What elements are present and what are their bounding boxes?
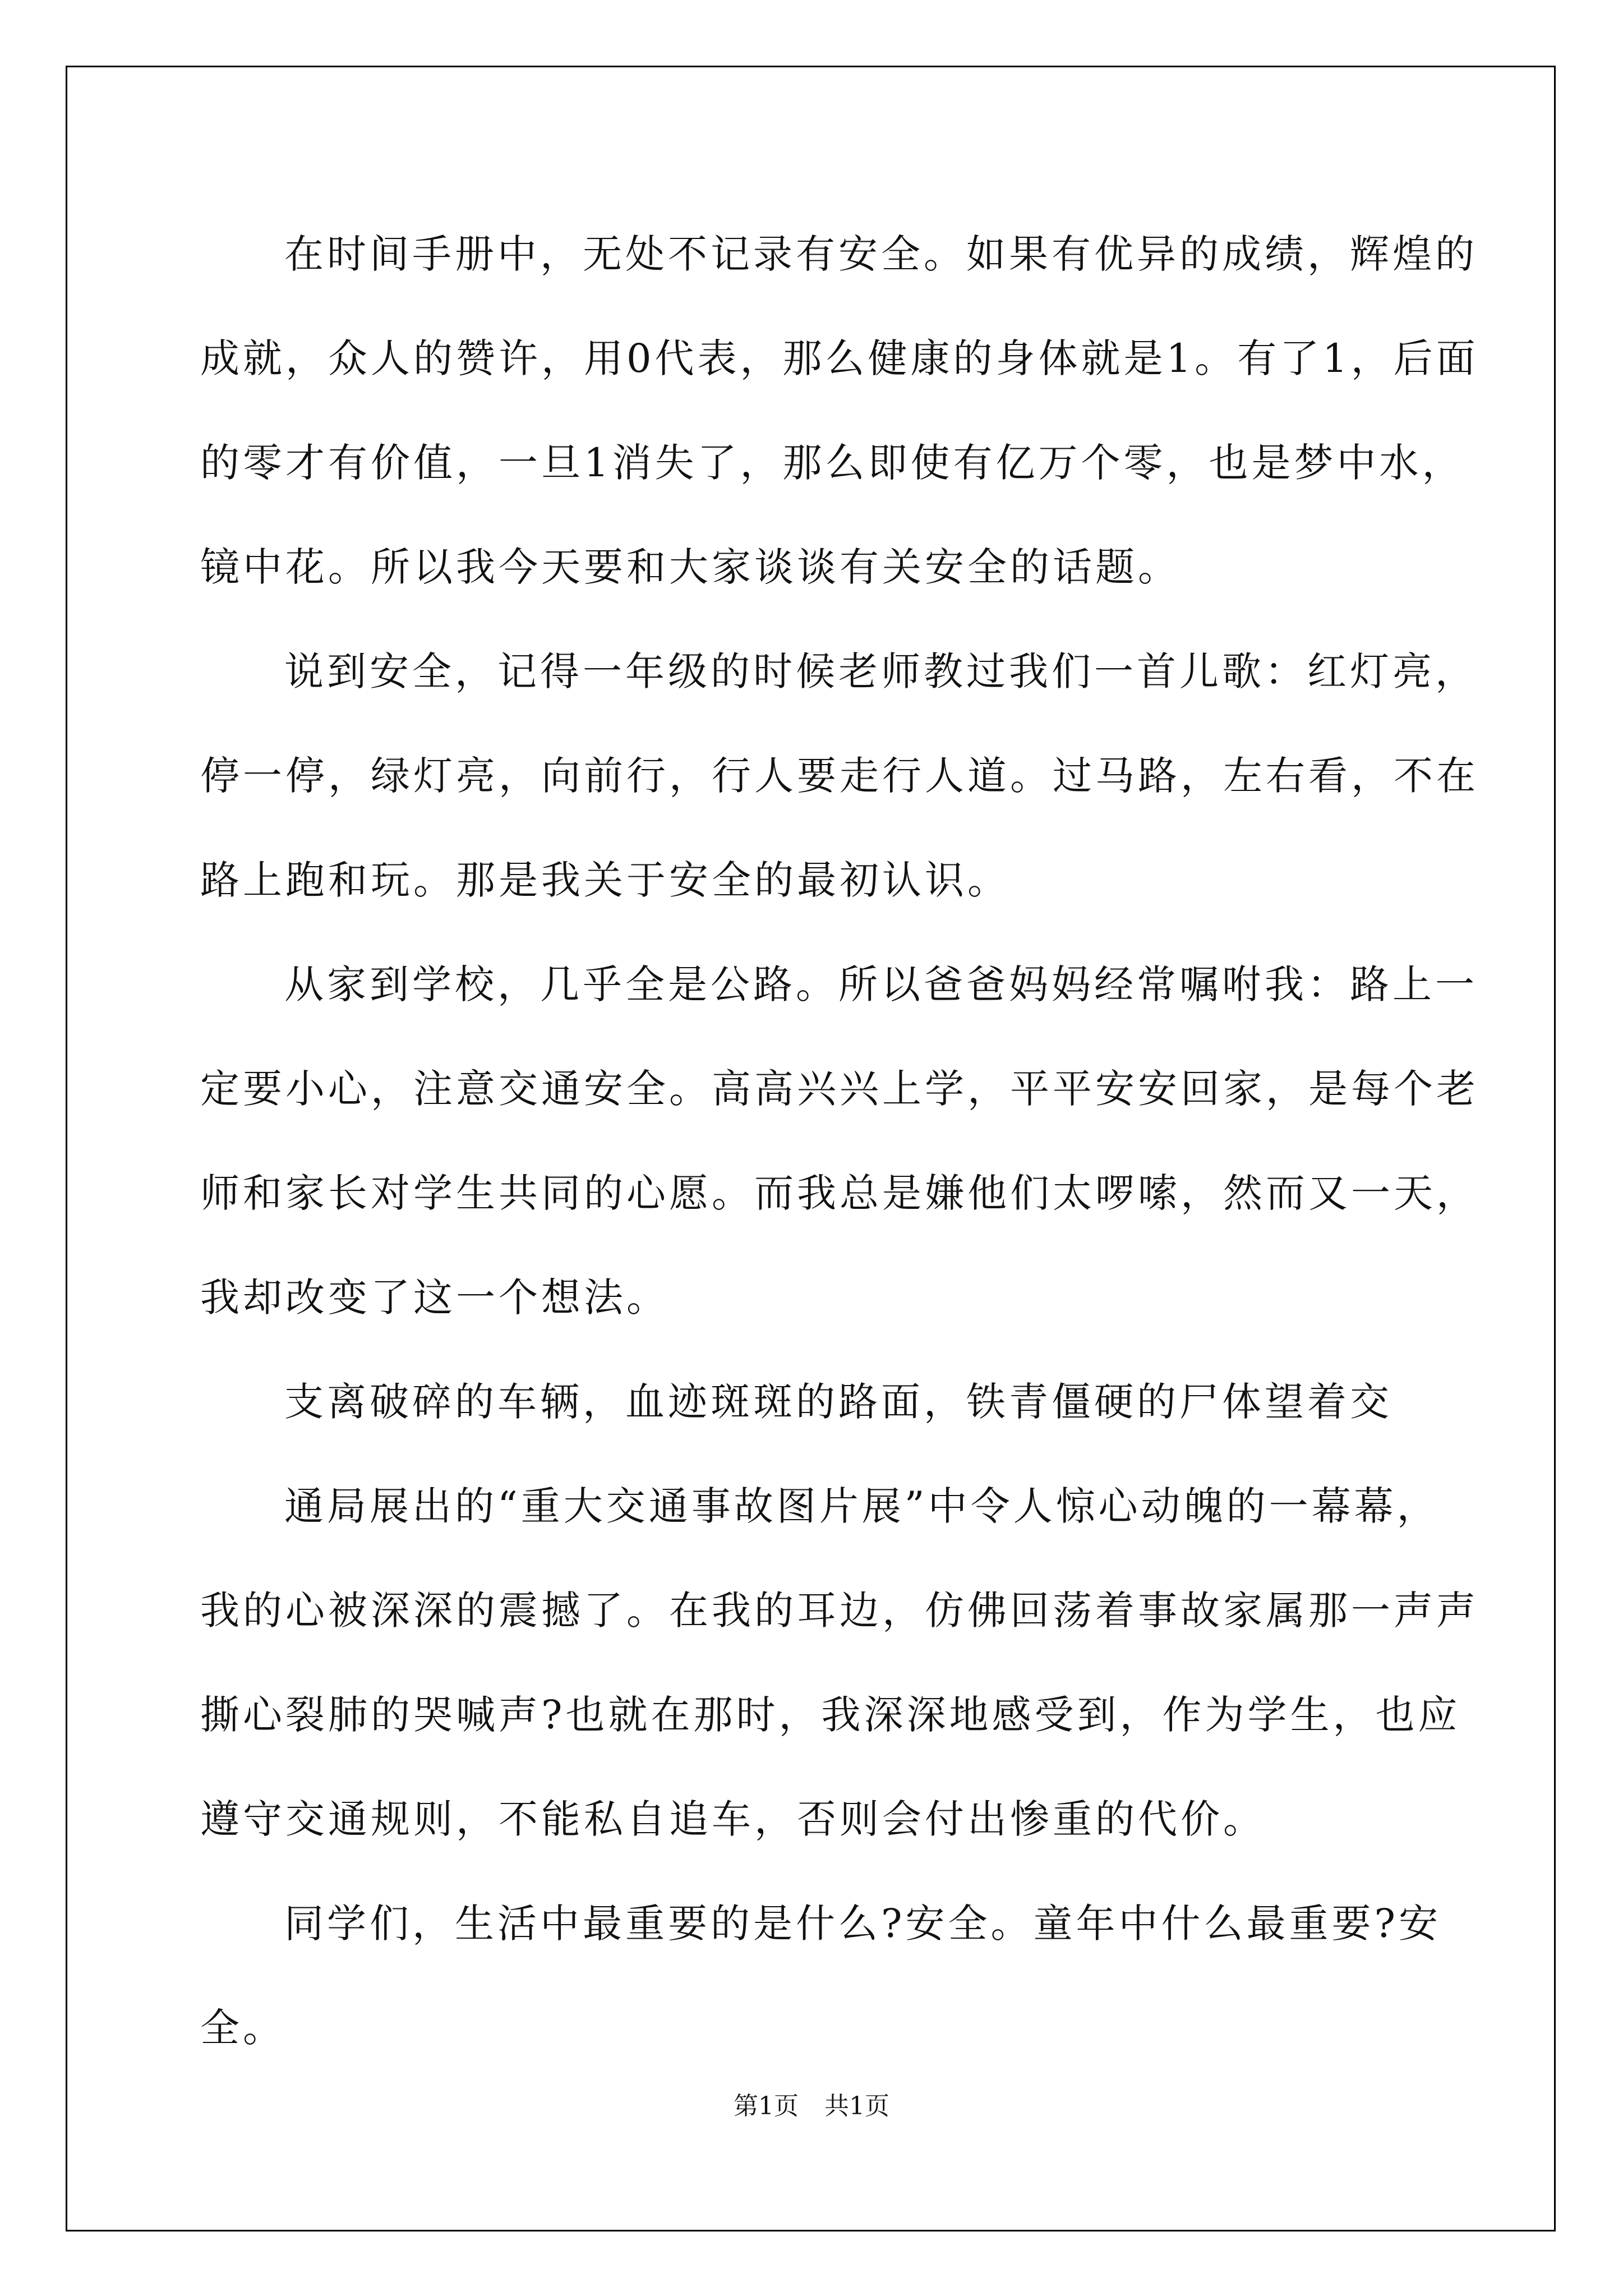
paragraph-6: 同学们，生活中最重要的是什么?安全。童年中什么最重要?安全。 xyxy=(200,1901,1442,2051)
paragraph-4: 支离破碎的车辆，血迹斑斑的路面，铁青僵硬的尸体望着交 xyxy=(284,1379,1393,1425)
paragraph-3: 从家到学校，几乎全是公路。所以爸爸妈妈经常嘱咐我：路上一定要小心，注意交通安全。高高兴兴上学，平平安安回家，是每个老师和家长对学生共同的心愿。而我总是嫌他们太啰嗦，然而又一天，我却改变了这一个想法。 xyxy=(200,961,1479,1320)
document-body xyxy=(200,202,1479,2080)
paragraph-5: 通局展出的“重大交通事故图片展”中令人惊心动魄的一幕幕，我的心被深深的震撼了。在我的耳边，仿佛回荡着事故家属那一声声撕心裂肺的哭喊声?也就在那时，我深深地感受到，作为学生，也应遵守交通规则，不能私自追车，否则会付出惨重的代价。 xyxy=(200,1483,1479,1842)
total-pages: 共1页 xyxy=(824,2092,889,2120)
paragraph-1: 在时间手册中，无处不记录有安全。如果有优异的成绩，辉煌的成就，众人的赞许，用0代表，那么健康的身体就是1。有了1，后面的零才有价值，一旦1消失了，那么即使有亿万个零，也是梦中水，镜中花。所以我今天要和大家谈谈有关安全的话题。 xyxy=(200,231,1479,590)
paragraph-2: 说到安全，记得一年级的时候老师教过我们一首儿歌：红灯亮，停一停，绿灯亮，向前行，行人要走行人道。过马路，左右看，不在路上跑和玩。那是我关于安全的最初认识。 xyxy=(200,648,1479,903)
page-number: 第1页 xyxy=(734,2092,799,2120)
page-footer xyxy=(0,2086,1623,2122)
